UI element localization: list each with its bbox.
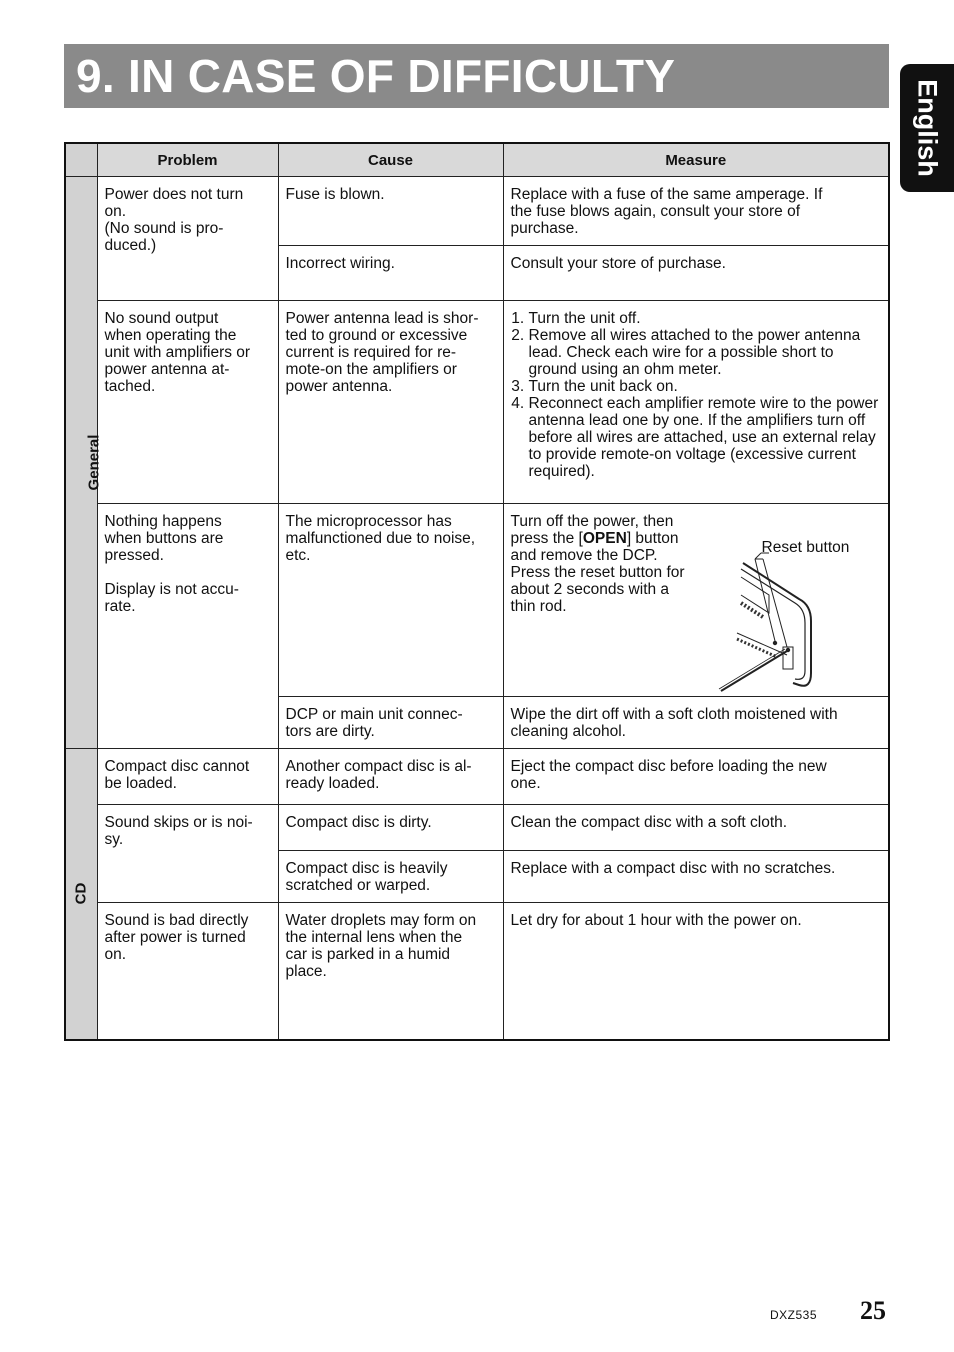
table-row <box>65 177 889 246</box>
cause-cell <box>278 903 503 1040</box>
problem-cell <box>97 177 278 301</box>
category-cd-label: CD <box>72 882 90 905</box>
measure-text: Replace with a compact disc with no scratches. <box>510 860 836 877</box>
measure-text: Eject the compact disc before loading the new one. <box>510 758 827 792</box>
problem-cell <box>97 504 278 749</box>
measure-steps <box>511 310 882 480</box>
measure-step: 2. Remove all wires attached to the power antenna lead. Check each wire for a possible short to ground using an ohm meter. <box>529 327 882 378</box>
measure-step: 4. Reconnect each amplifier remote wire to the power antenna lead one by one. If the amplifiers turn off before all wires are attached, use an external relay to provide remote-on voltage (excessive current required). <box>529 395 882 480</box>
reset-button-illustration <box>707 543 819 693</box>
cause-text: Water droplets may form on the internal lens when the car is parked in a humid place. <box>285 912 477 980</box>
reset-instruction <box>511 513 882 688</box>
title-bar <box>64 44 889 108</box>
cause-text: Incorrect wiring. <box>285 255 395 272</box>
header-cause: Cause <box>278 143 503 177</box>
table-row <box>65 805 889 851</box>
measure-cell <box>503 504 889 697</box>
measure-steps-wrap <box>504 301 889 488</box>
measure-text: Consult your store of purchase. <box>510 255 726 272</box>
measure-text: Let dry for about 1 hour with the power on. <box>510 912 802 929</box>
measure-step: 1. Turn the unit off. <box>529 310 882 327</box>
problem-text: Nothing happens when buttons are pressed. Display is not accu- rate. <box>104 513 239 615</box>
language-tab-label: English <box>912 79 943 177</box>
cause-text: Power antenna lead is shor- ted to ground or excessive current is required for re- mote-on the amplifiers or power antenna. <box>285 310 479 395</box>
troubleshooting-table <box>64 142 890 1041</box>
cause-text: Fuse is blown. <box>285 186 385 203</box>
category-general <box>65 177 103 749</box>
page-number: 25 <box>860 1296 886 1325</box>
category-cd <box>65 749 97 1040</box>
table-header-row <box>65 143 889 177</box>
cause-text: DCP or main unit connec- tors are dirty. <box>285 706 463 740</box>
measure-text: Replace with a fuse of the same amperage. If the fuse blows again, consult your store of purchase. <box>510 186 823 237</box>
problem-text: Sound skips or is noi- sy. <box>104 814 253 848</box>
open-button-label: OPEN <box>582 530 627 547</box>
category-general-label: General <box>85 434 103 491</box>
problem-cell <box>97 749 278 805</box>
problem-cell <box>97 301 278 504</box>
problem-text: Compact disc cannot be loaded. <box>104 758 250 792</box>
problem-cell <box>97 805 278 903</box>
header-blank <box>65 143 97 177</box>
measure-text-a: Turn off the power, then press the [ <box>510 513 674 547</box>
measure-cell <box>503 697 889 749</box>
measure-text: Clean the compact disc with a soft cloth. <box>510 814 788 831</box>
problem-cell <box>97 903 278 1040</box>
reset-button-callout: Reset button <box>761 539 850 556</box>
table-row <box>65 301 889 504</box>
header-problem: Problem <box>97 143 278 177</box>
page-title: 9. IN CASE OF DIFFICULTY <box>76 50 676 102</box>
measure-cell <box>503 749 889 805</box>
measure-cell <box>503 805 889 851</box>
cause-text: The microprocessor has malfunctioned due to noise, etc. <box>285 513 476 564</box>
table-row <box>65 749 889 805</box>
measure-cell <box>503 177 889 246</box>
measure-step: 3. Turn the unit back on. <box>529 378 882 395</box>
problem-text: Sound is bad directly after power is turned on. <box>104 912 249 963</box>
measure-cell <box>503 903 889 1040</box>
table-row <box>65 903 889 1040</box>
measure-cell <box>503 301 889 504</box>
cause-cell <box>278 851 503 903</box>
measure-text: Wipe the dirt off with a soft cloth moistened with cleaning alcohol. <box>510 706 838 740</box>
measure-cell <box>503 851 889 903</box>
measure-cell <box>503 246 889 301</box>
cause-text: Another compact disc is al- ready loaded. <box>285 758 472 792</box>
language-tab <box>900 64 954 192</box>
model-number: DXZ535 <box>770 1308 818 1322</box>
measure-text <box>511 513 711 615</box>
measure-reset-wrap <box>504 504 889 696</box>
cause-cell <box>278 805 503 851</box>
header-measure: Measure <box>503 143 889 177</box>
cause-cell <box>278 697 503 749</box>
measure-text-b: ] button and remove the DCP. Press the reset button for about 2 seconds with a thin rod. <box>510 530 685 615</box>
cause-cell <box>278 749 503 805</box>
problem-text: No sound output when operating the unit with amplifiers or power antenna at- tached. <box>104 310 251 395</box>
cause-text: Compact disc is dirty. <box>285 814 432 831</box>
cause-cell <box>278 246 503 301</box>
problem-text: Power does not turn on. (No sound is pro- duced.) <box>104 186 244 254</box>
cause-text: Compact disc is heavily scratched or warped. <box>285 860 448 894</box>
cause-cell <box>278 301 503 504</box>
table-row <box>65 504 889 697</box>
cause-cell <box>278 504 503 697</box>
cause-cell <box>278 177 503 246</box>
